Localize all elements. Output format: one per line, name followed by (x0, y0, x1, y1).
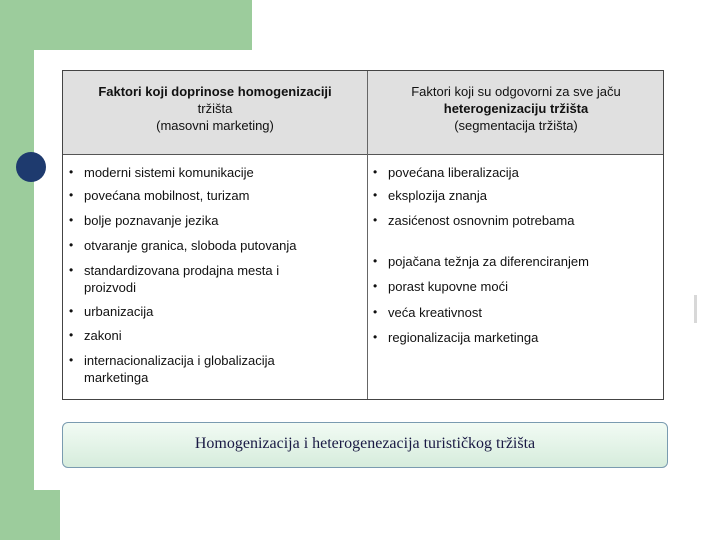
list-item: • regionalizacija marketinga (373, 329, 538, 346)
list-item: • internacionalizacija i globalizacija marketinga (69, 352, 299, 386)
header-right-line1: Faktori koji su odgovorni za sve jaču (411, 84, 621, 99)
caption-text: Homogenizacija i heterogenezacija turističkog tržišta (194, 435, 536, 452)
column-divider (367, 71, 368, 399)
header-left-line1 (71, 83, 359, 100)
header-left (71, 83, 359, 134)
list-item: • povećana mobilnost, turizam (69, 187, 249, 204)
list-item: • pojačana težnja za diferenciranjem (373, 253, 589, 270)
header-right-line3: (segmentacija tržišta) (454, 118, 578, 133)
header-right (375, 83, 657, 134)
list-item: • eksplozija znanja (373, 187, 487, 204)
header-right-bold: heterogenizaciju (443, 101, 547, 116)
list-item: • povećana liberalizacija (373, 164, 519, 181)
header-right-line2 (375, 100, 657, 117)
caption-box (62, 422, 668, 468)
list-item: • veća kreativnost (373, 304, 482, 321)
list-item: • otvaranje granica, sloboda putovanja (69, 237, 296, 254)
list-item: • urbanizacija (69, 303, 153, 320)
header-left-line3: (masovni marketing) (156, 118, 274, 133)
list-item: • zakoni (69, 327, 122, 344)
list-item: • zasićenost osnovnim potrebama (373, 212, 574, 229)
list-item: • porast kupovne moći (373, 278, 508, 295)
slide-bullet-dot (16, 152, 46, 182)
list-item: • standardizovana prodajna mesta i proizvodi (69, 262, 299, 296)
header-left-bold: homogenizaciji (237, 84, 332, 99)
list-item: • bolje poznavanje jezika (69, 212, 218, 229)
header-right-line2-rest: tržišta (546, 101, 589, 116)
header-left-line1-prefix: Faktori koji doprinose (98, 84, 238, 99)
factors-table (62, 70, 664, 400)
table-header-row (63, 71, 663, 155)
header-left-line2: tržišta (197, 101, 233, 116)
list-item: • moderni sistemi komunikacije (69, 164, 254, 181)
edge-mark (694, 295, 697, 323)
